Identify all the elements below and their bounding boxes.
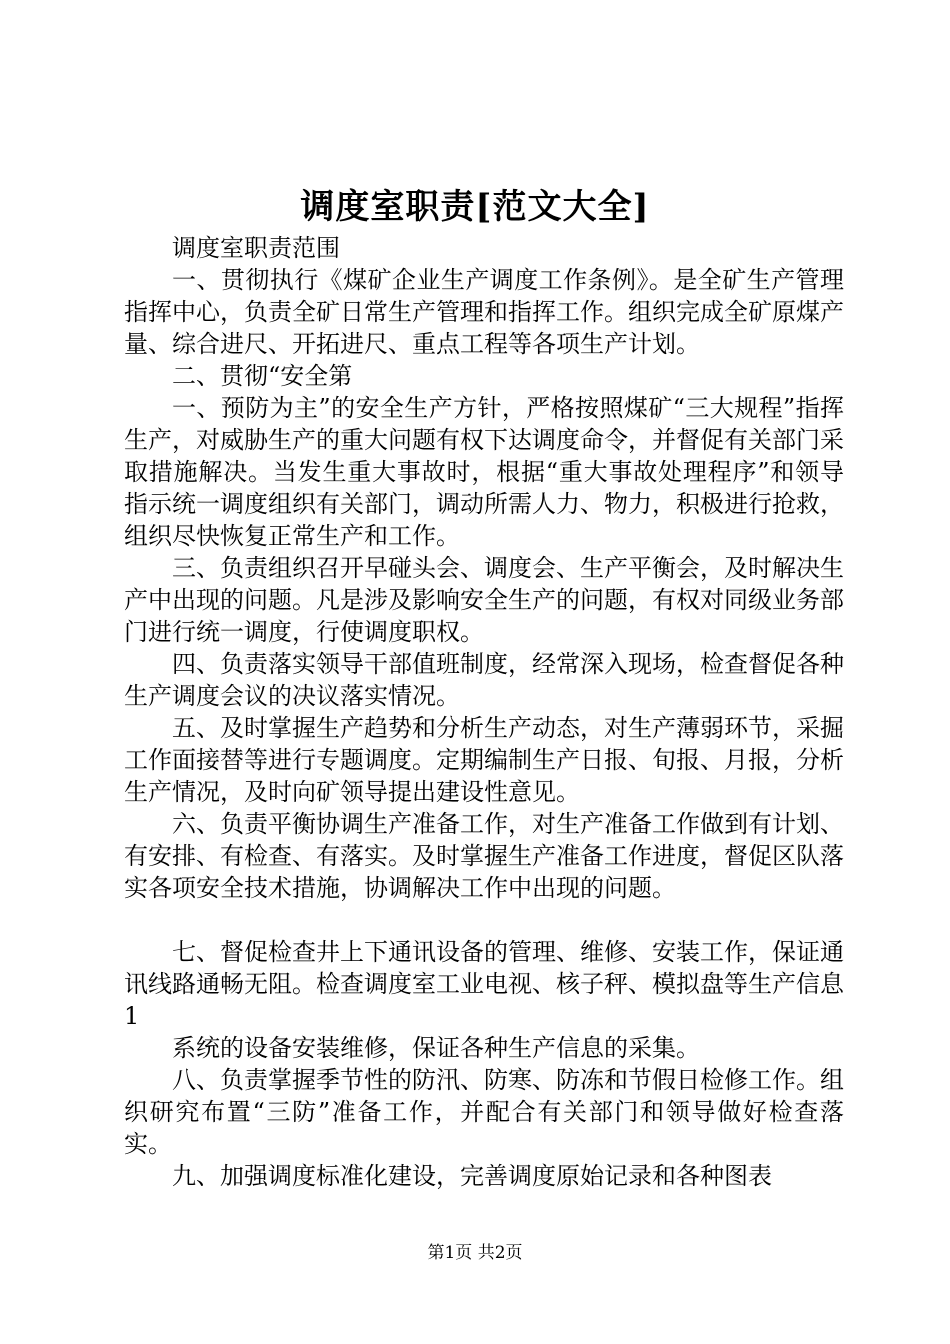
paragraph-item-2: 二、贯彻“安全第 [172,362,353,390]
paragraph-item-7-continued: 系统的设备安装维修，保证各种生产信息的采集。 [172,1034,700,1062]
document-body [124,232,844,1192]
paragraph-item-3: 三、负责组织召开早碰头会、调度会、生产平衡会，及时解决生产中出现的问题。凡是涉及影响安全生产的问题，有权对同级业务部门进行统一调度，行使调度职权。 [124,554,844,646]
paragraph-item-1: 一、贯彻执行《煤矿企业生产调度工作条例》。是全矿生产管理指挥中心，负责全矿日常生产管理和指挥工作。组织完成全矿原煤产量、综合进尺、开拓进尺、重点工程等各项生产计划。 [124,266,844,358]
paragraph-item-4: 四、负责落实领导干部值班制度，经常深入现场，检查督促各种生产调度会议的决议落实情况。 [124,650,844,710]
paragraph-item-9: 九、加强调度标准化建设，完善调度原始记录和各种图表 [172,1162,772,1190]
document-title: 调度室职责[范文大全] [300,187,650,227]
paragraph-item-7: 七、督促检查井上下通讯设备的管理、维修、安装工作，保证通讯线路通畅无阻。检查调度室工业电视、核子秤、模拟盘等生产信息1 [124,938,844,1030]
paragraph-item-5: 五、及时掌握生产趋势和分析生产动态，对生产薄弱环节，采掘工作面接替等进行专题调度。定期编制生产日报、旬报、月报，分析生产情况，及时向矿领导提出建设性意见。 [124,714,844,806]
page-number-footer: 第1页 共2页 [427,1243,523,1263]
paragraph-item-2-continued: 一、预防为主”的安全生产方针，严格按照煤矿“三大规程”指挥生产，对威胁生产的重大问题有权下达调度命令，并督促有关部门采取措施解决。当发生重大事故时，根据“重大事故处理程序”和领导指示统一调度组织有关部门，调动所需人力、物力，积极进行抢救，组织尽快恢复正常生产和工作。 [124,394,844,550]
paragraph-item-8: 八、负责掌握季节性的防汛、防寒、防冻和节假日检修工作。组织研究布置“三防”准备工作，并配合有关部门和领导做好检查落实。 [124,1066,844,1158]
paragraph-item-6: 六、负责平衡协调生产准备工作，对生产准备工作做到有计划、有安排、有检查、有落实。及时掌握生产准备工作进度，督促区队落实各项安全技术措施，协调解决工作中出现的问题。 [124,810,844,902]
paragraph-scope-heading: 调度室职责范围 [172,234,340,262]
